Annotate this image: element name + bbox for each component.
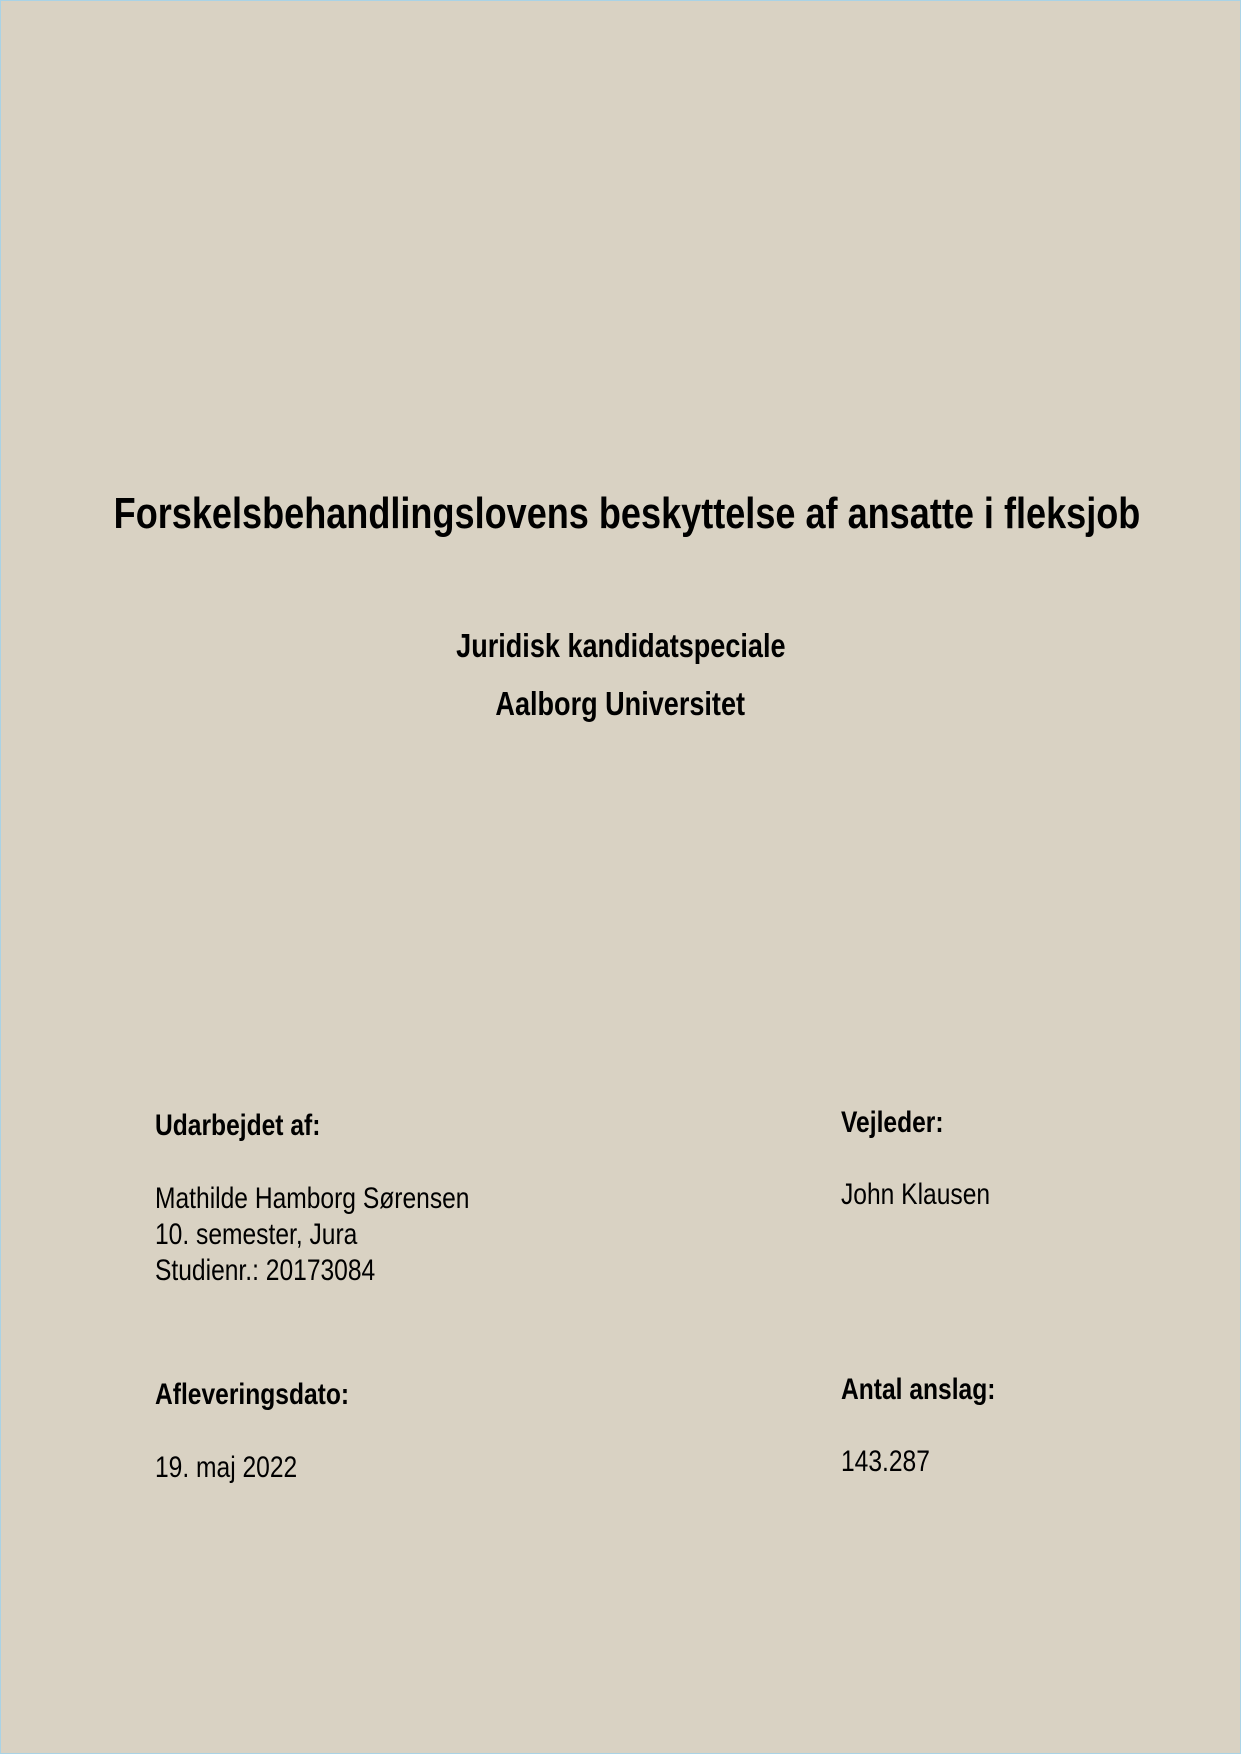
document-title: Forskelsbehandlingslovens beskyttelse af ansatte i fleksjob	[113, 489, 1141, 538]
subtitle-line-2	[1, 684, 1240, 724]
supervisor-details	[841, 1177, 1023, 1213]
submission-details	[155, 1450, 328, 1486]
university-name: Aalborg Universitet	[495, 685, 746, 722]
submission-section-label	[155, 1377, 392, 1413]
author-section-label	[155, 1108, 357, 1144]
submission-date: 19. maj 2022	[155, 1451, 298, 1484]
author-details	[155, 1181, 539, 1289]
subtitle-line-1	[1, 626, 1240, 666]
supervisor-name: John Klausen	[841, 1178, 991, 1211]
author-name: Mathilde Hamborg Sørensen	[155, 1182, 470, 1215]
submission-date-label: Afleveringsdato:	[155, 1378, 350, 1411]
character-count-details	[841, 1444, 949, 1480]
author-semester: 10. semester, Jura	[155, 1218, 358, 1251]
supervisor-label: Vejleder:	[841, 1106, 944, 1139]
character-count-label: Antal anslag:	[841, 1373, 996, 1406]
document-title-line	[1, 489, 1240, 539]
thesis-type: Juridisk kandidatspeciale	[455, 627, 786, 664]
author-student-number: Studienr.: 20173084	[155, 1254, 376, 1287]
supervisor-section-label	[841, 1105, 966, 1141]
character-count: 143.287	[841, 1445, 930, 1478]
author-label: Udarbejdet af:	[155, 1109, 321, 1142]
character-count-section-label	[841, 1372, 1029, 1408]
